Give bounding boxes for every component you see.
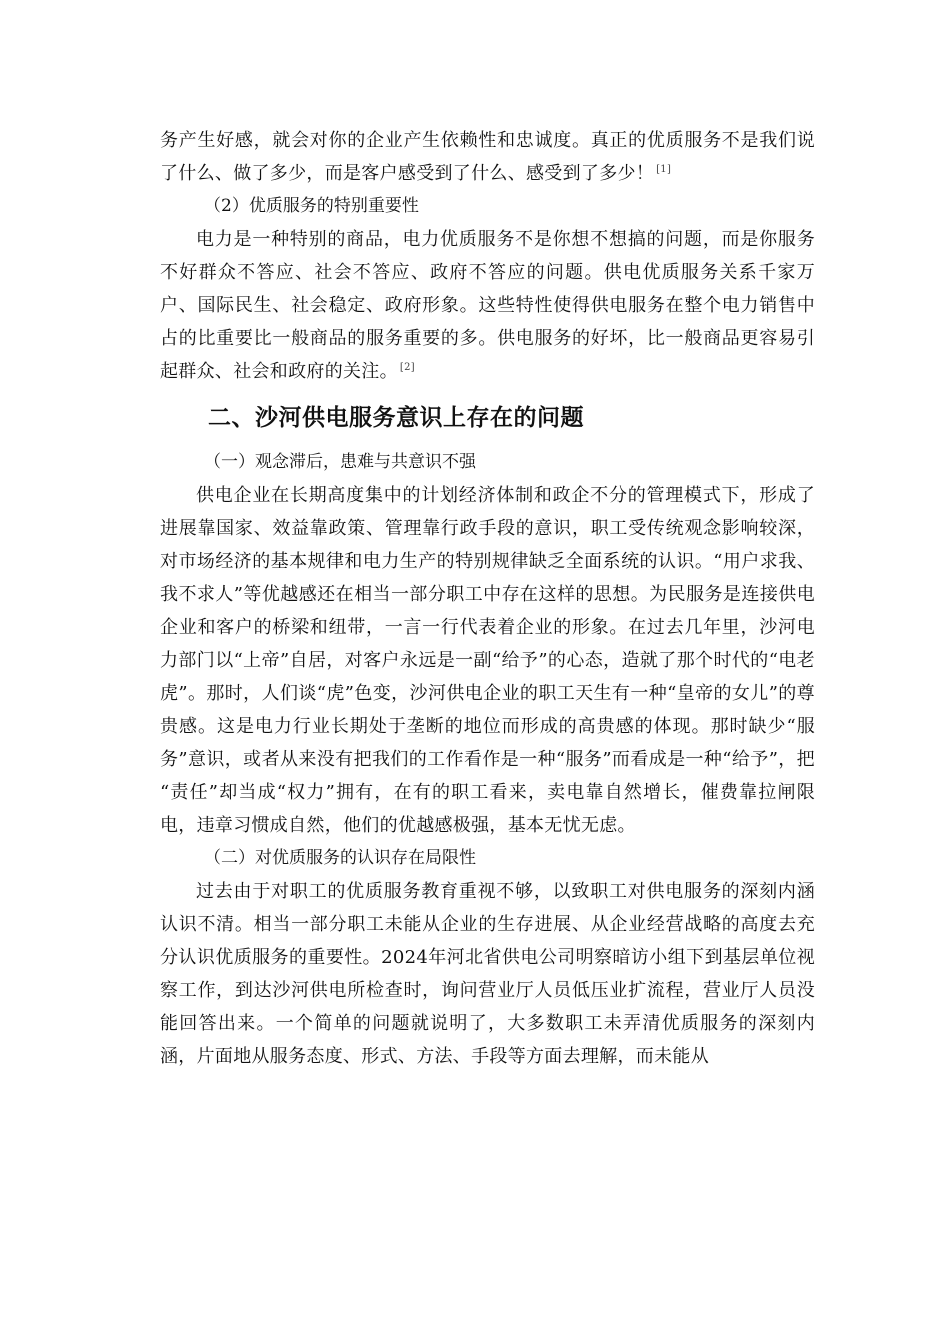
subheading-limited-understanding: （二）对优质服务的认识存在局限性 [204,848,476,868]
paragraph-electricity [160,223,815,388]
section-title: 二、沙河供电服务意识上存在的问题 [208,405,584,431]
paragraph-text: 务产生好感，就会对你的企业产生依赖性和忠诚度。真正的优质服务不是我们说了什么、做了多少，而是客户感受到了什么、感受到了多少！ [160,130,815,184]
subheading-importance: （2）优质服务的特别重要性 [204,196,419,216]
citation-ref: [2] [399,362,415,373]
paragraph-continuation [160,124,815,190]
citation-ref: [1] [656,164,672,175]
subheading-concept-lag: （一）观念滞后，患难与共意识不强 [204,452,476,472]
document-body [160,124,815,1073]
paragraph-text: 电力是一种特别的商品，电力优质服务不是你想不想搞的问题，而是你服务不好群众不答应、社会不答应、政府不答应的问题。供电优质服务关系千家万户、国际民生、社会稳定、政府形象。这些特性使得供电服务在整个电力销售中占的比重要比一般商品的服务重要的多。供电服务的好坏，比一般商品更容易引起群众、社会和政府的关注。 [160,229,815,382]
paragraph-limited-understanding: 过去由于对职工的优质服务教育重视不够，以致职工对供电服务的深刻内涵认识不清。相当一部分职工未能从企业的生存进展、从企业经营战略的高度去充分认识优质服务的重要性。2024年河北省供电公司明察暗访小组下到基层单位视察工作，到达沙河供电所检查时，询问营业厅人员低压业扩流程，营业厅人员没能回答出来。一个简单的问题就说明了，大多数职工未弄清优质服务的深刻内涵，片面地从服务态度、形式、方法、手段等方面去理解，而未能从 [160,881,815,1067]
paragraph-concept-lag: 供电企业在长期高度集中的计划经济体制和政企不分的管理模式下，形成了进展靠国家、效益靠政策、管理靠行政手段的意识，职工受传统观念影响较深，对市场经济的基本规律和电力生产的特别规律缺乏全面系统的认识。“用户求我、我不求人”等优越感还在相当一部分职工中存在这样的思想。为民服务是连接供电企业和客户的桥梁和纽带，一言一行代表着企业的形象。在过去几年里，沙河电力部门以“上帝”自居，对客户永远是一副“给予”的心态，造就了那个时代的“电老虎”。那时，人们谈“虎”色变，沙河供电企业的职工天生有一种“皇帝的女儿”的尊贵感。这是电力行业长期处于垄断的地位而形成的高贵感的体现。那时缺少“服务”意识，或者从来没有把我们的工作看作是一种“服务”而看成是一种“给予”，把 “责任”却当成“权力”拥有，在有的职工看来，卖电靠自然增长，催费靠拉闸限电，违章习惯成自然，他们的优越感极强，基本无忧无虑。 [160,485,815,836]
